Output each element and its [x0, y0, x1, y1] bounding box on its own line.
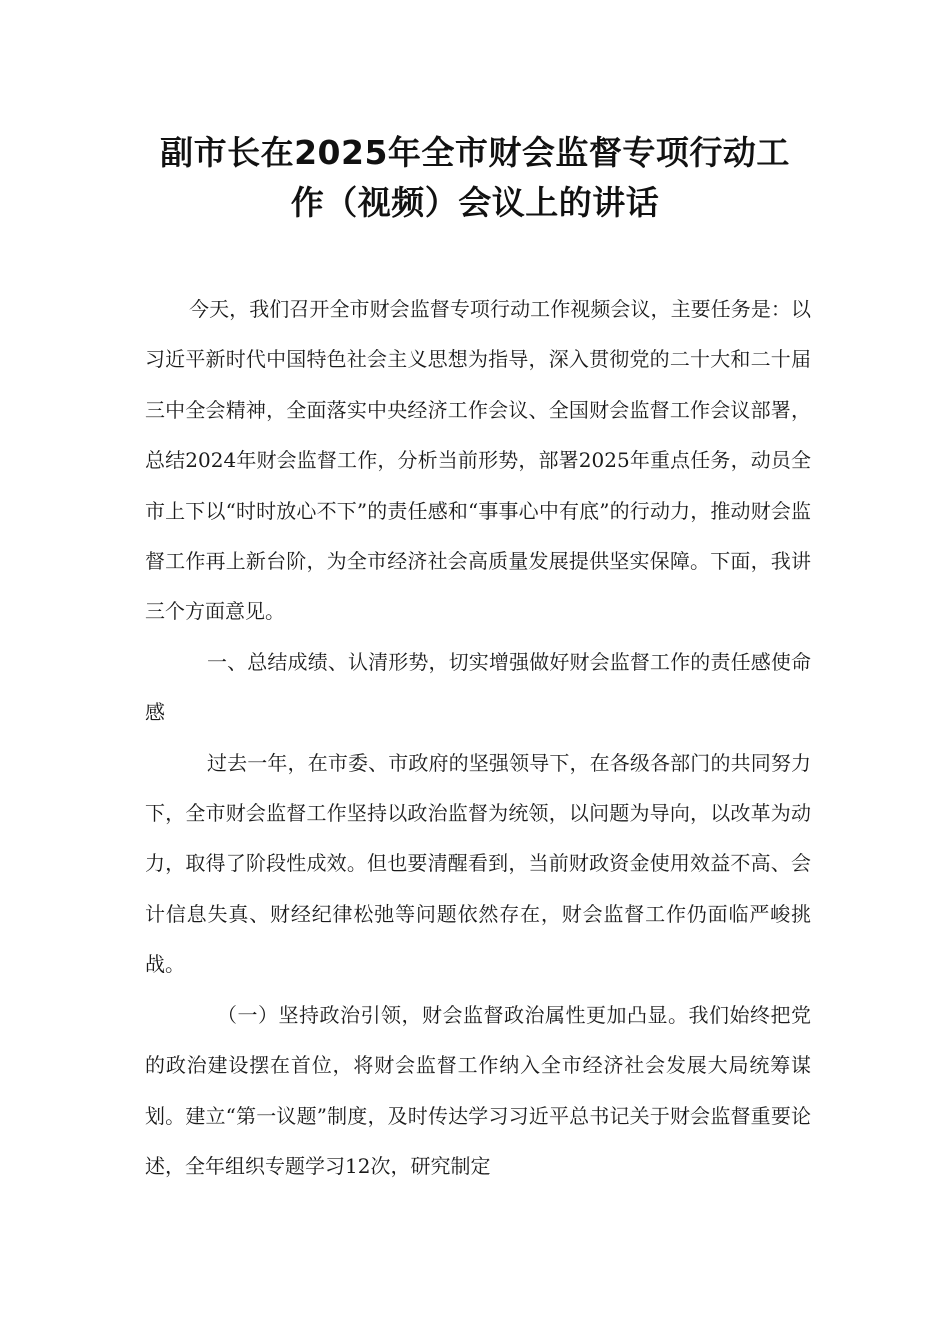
- paragraph-review: 过去一年，在市委、市政府的坚强领导下，在各级各部门的共同努力下，全市财会监督工作坚持以政治监督为统领，以问题为导向，以改革为动力，取得了阶段性成效。但也要清醒看到，当前财政资金使用效益不高、会计信息失真、财经纪律松弛等问题依然存在，财会监督工作仍面临严峻挑战。: [145, 750, 811, 977]
- paragraph-subsection-1: （一）坚持政治引领，财会监督政治属性更加凸显。我们始终把党的政治建设摆在首位，将财会监督工作纳入全市经济社会发展大局统筹谋划。建立“第一议题”制度，及时传达学习习近平总书记关于财会监督重要论述，全年组织专题学习12次，研究制定: [145, 1002, 811, 1178]
- document-body: [145, 284, 811, 1191]
- title-line-2: 作（视频）会议上的讲话: [290, 183, 660, 222]
- title-line-1: 副市长在2025年全市财会监督专项行动工: [160, 133, 790, 172]
- section-heading-1: 一、总结成绩、认清形势，切实增强做好财会监督工作的责任感使命感: [145, 649, 811, 725]
- document-title: [120, 128, 830, 228]
- paragraph-intro: 今天，我们召开全市财会监督专项行动工作视频会议，主要任务是：以习近平新时代中国特色社会主义思想为指导，深入贯彻党的二十大和二十届三中全会精神，全面落实中央经济工作会议、全国财会监督工作会议部署，总结2024年财会监督工作，分析当前形势，部署2025年重点任务，动员全市上下以“时时放心不下”的责任感和“事事心中有底”的行动力，推动财会监督工作再上新台阶，为全市经济社会高质量发展提供坚实保障。下面，我讲三个方面意见。: [145, 297, 811, 624]
